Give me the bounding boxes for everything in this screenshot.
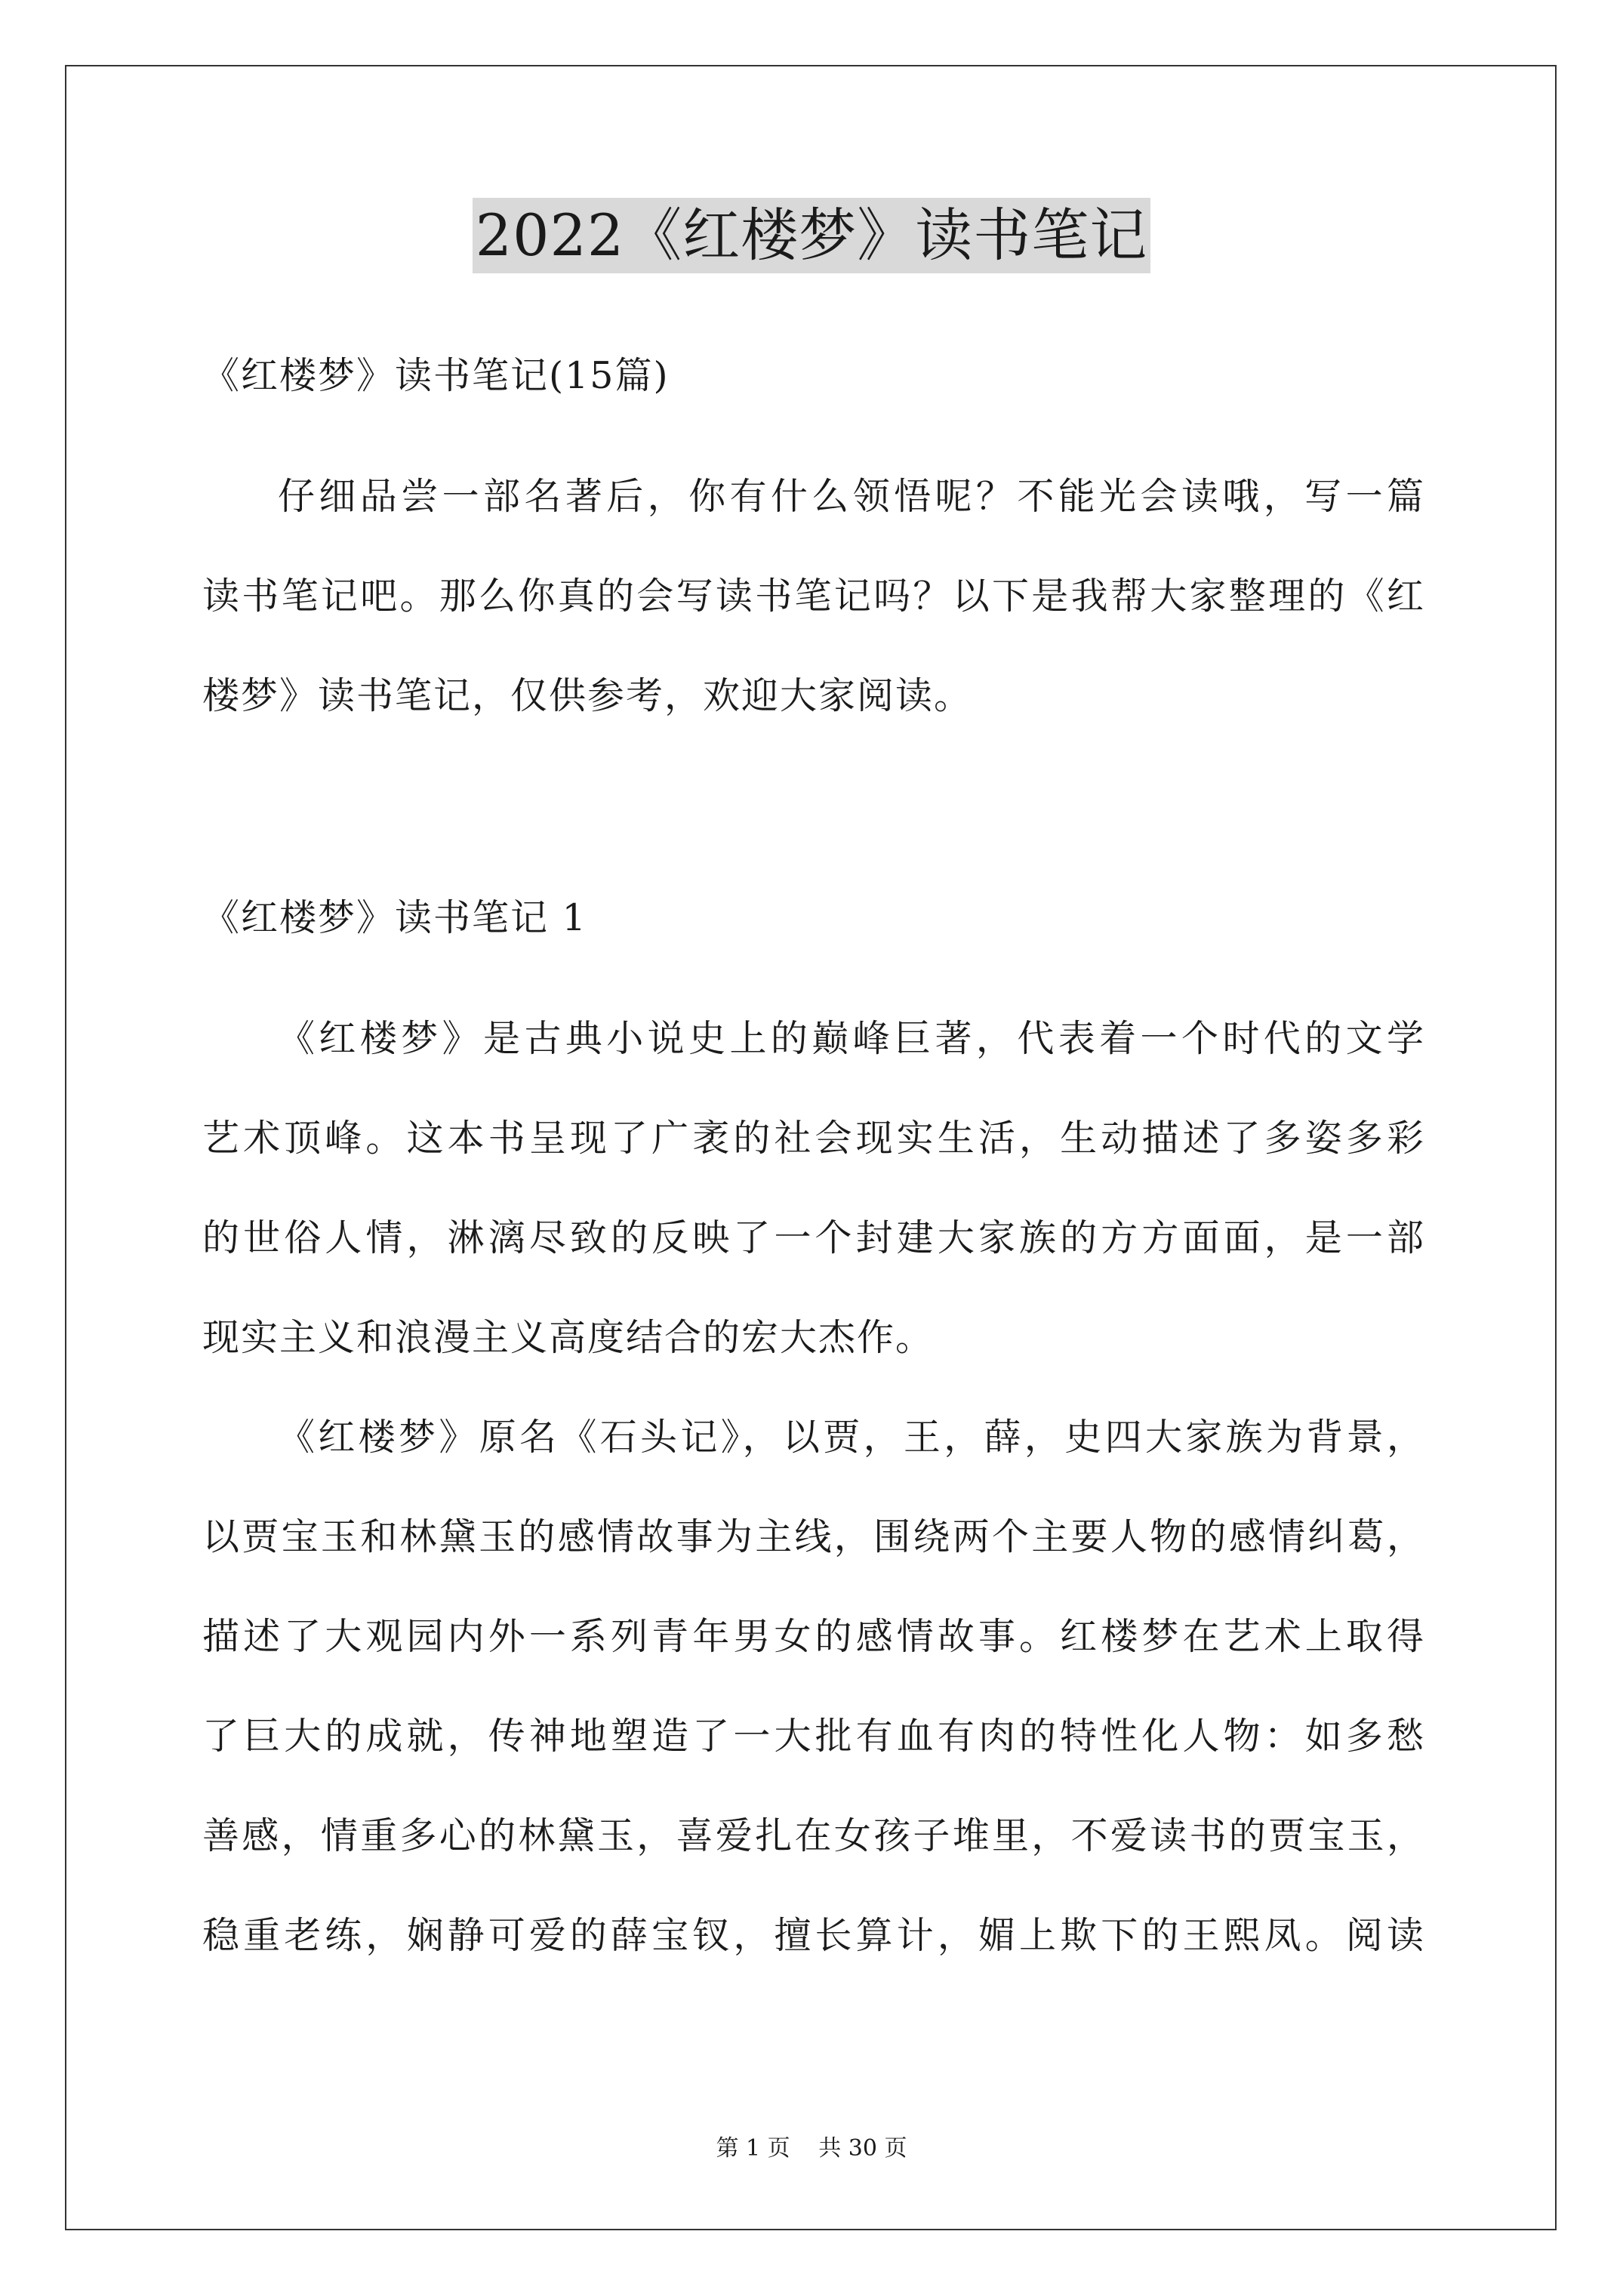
intro-line-1: 仔细品尝一部名著后，你有什么领悟呢？不能光会读哦，写一篇	[278, 475, 1425, 518]
para1-line-4: 现实主义和浪漫主义高度结合的宏大杰作。	[202, 1316, 935, 1359]
para2-line-1: 《红楼梦》原名《石头记》，以贾，王，薛，史四大家族为背景，	[278, 1416, 1425, 1459]
section-heading: 《红楼梦》读书笔记 1	[202, 896, 587, 939]
intro-line-2: 读书笔记吧。那么你真的会写读书笔记吗？以下是我帮大家整理的《红	[202, 575, 1425, 618]
document-title: 2022《红楼梦》读书笔记	[473, 198, 1150, 273]
page-total: 共 30 页	[818, 2135, 907, 2162]
para1-line-2: 艺术顶峰。这本书呈现了广袤的社会现实生活，生动描述了多姿多彩	[202, 1117, 1425, 1160]
intro-line-3: 楼梦》读书笔记，仅供参考，欢迎大家阅读。	[202, 674, 973, 717]
page-number: 第 1 页	[716, 2135, 790, 2162]
page-footer	[0, 2134, 1623, 2164]
title-container	[0, 198, 1623, 273]
para1-line-1: 《红楼梦》是古典小说史上的巅峰巨著，代表着一个时代的文学	[278, 1017, 1425, 1060]
para2-line-4: 了巨大的成就，传神地塑造了一大批有血有肉的特性化人物：如多愁	[202, 1715, 1425, 1758]
document-subtitle: 《红楼梦》读书笔记(15篇)	[202, 354, 670, 397]
para2-line-2: 以贾宝玉和林黛玉的感情故事为主线，围绕两个主要人物的感情纠葛，	[202, 1515, 1425, 1558]
para2-line-3: 描述了大观园内外一系列青年男女的感情故事。红楼梦在艺术上取得	[202, 1615, 1425, 1658]
para1-line-3: 的世俗人情，淋漓尽致的反映了一个封建大家族的方方面面，是一部	[202, 1216, 1425, 1259]
para2-line-6: 稳重老练，娴静可爱的薛宝钗，擅长算计，媚上欺下的王熙凤。阅读	[202, 1914, 1425, 1957]
para2-line-5: 善感，情重多心的林黛玉，喜爱扎在女孩子堆里，不爱读书的贾宝玉，	[202, 1814, 1425, 1857]
